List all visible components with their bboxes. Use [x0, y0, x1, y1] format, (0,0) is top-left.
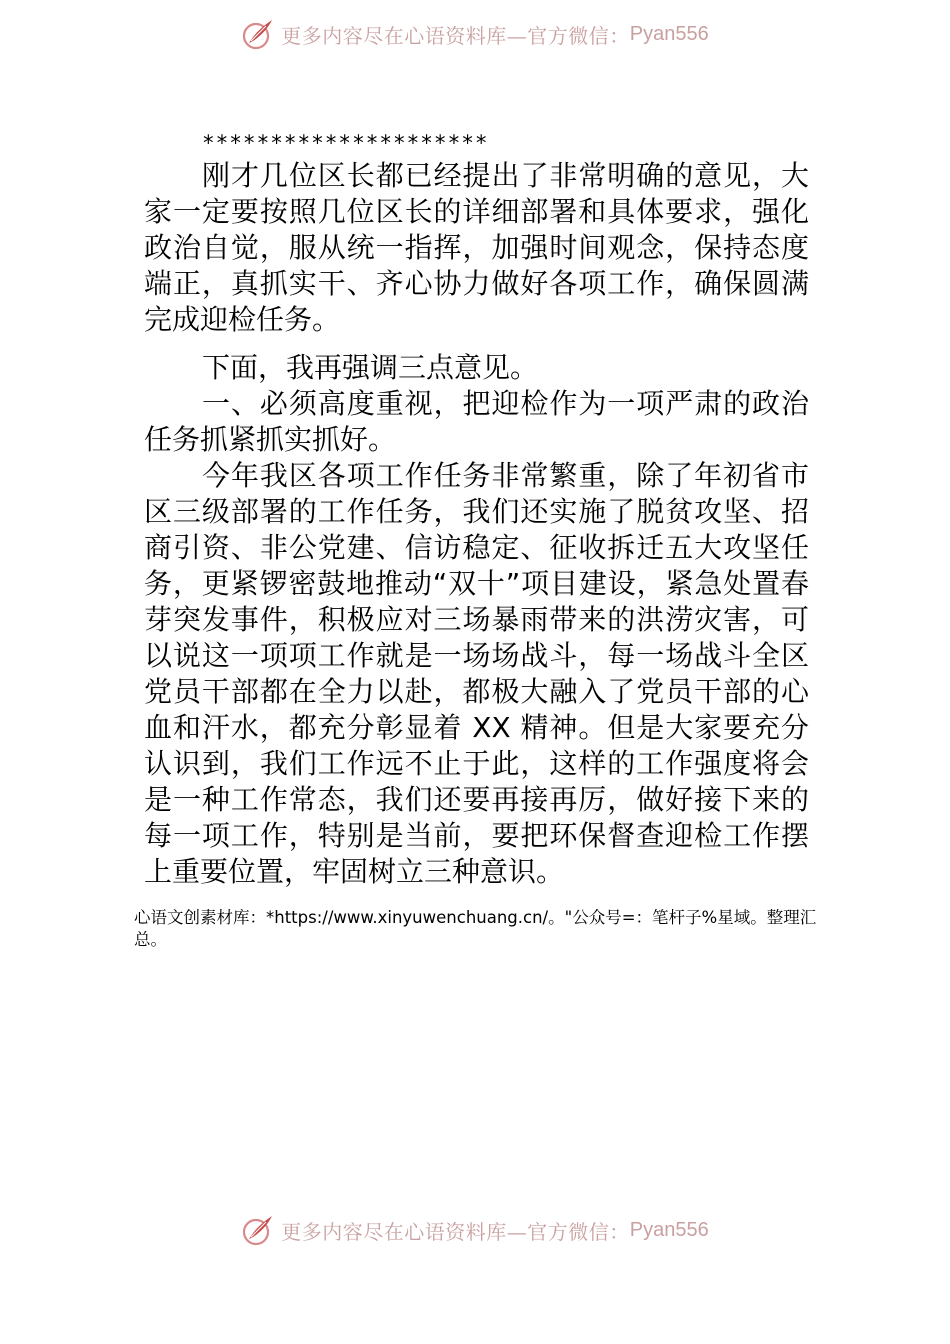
- header-watermark-text: 更多内容尽在心语资料库—官方微信：: [281, 23, 630, 48]
- paragraph-3: 一、必须高度重视，把迎检作为一项严肃的政治任务抓紧抓实抓好。: [144, 387, 809, 456]
- header-wechat-id: Pyan556: [629, 22, 709, 45]
- separator-stars: *********************: [202, 131, 489, 155]
- paragraph-2: 下面，我再强调三点意见。: [202, 351, 539, 384]
- source-note: 心语文创素材库：*https://www.xinyuwenchuang.cn/。"公众号=：笔杆子%星域。整理汇总。: [134, 908, 817, 949]
- paragraph-1: 刚才几位区长都已经提出了非常明确的意见，大家一定要按照几位区长的详细部署和具体要求，强化政治自觉，服从统一指挥，加强时间观念，保持态度端正，真抓实干、齐心协力做好各项工作，确保圆满完成迎检任务。: [144, 159, 809, 336]
- quill-logo-icon: [241, 1213, 275, 1247]
- paragraph-4: 今年我区各项工作任务非常繁重，除了年初省市区三级部署的工作任务，我们还实施了脱贫攻坚、招商引资、非公党建、信访稳定、征收拆迁五大攻坚任务，更紧锣密鼓地推动“双十”项目建设，紧急处置春芽突发事件，积极应对三场暴雨带来的洪涝灾害，可以说这一项项工作就是一场场战斗，每一场战斗全区党员干部都在全力以赴，都极大融入了党员干部的心血和汗水，都充分彰显着 XX 精神。但是大家要充分认识到，我们工作远不止于此，这样的工作强度将会是一种工作常态，我们还要再接再厉，做好接下来的每一项工作，特别是当前，要把环保督查迎检工作摆上重要位置，牢固树立三种意识。: [144, 459, 809, 888]
- footer-wechat-id: Pyan556: [629, 1218, 709, 1241]
- header-banner: [0, 14, 950, 54]
- footer-banner: [0, 1210, 950, 1250]
- quill-logo-icon: [241, 17, 275, 51]
- document-body: [144, 128, 809, 890]
- footer-watermark-text: 更多内容尽在心语资料库—官方微信：: [281, 1219, 630, 1244]
